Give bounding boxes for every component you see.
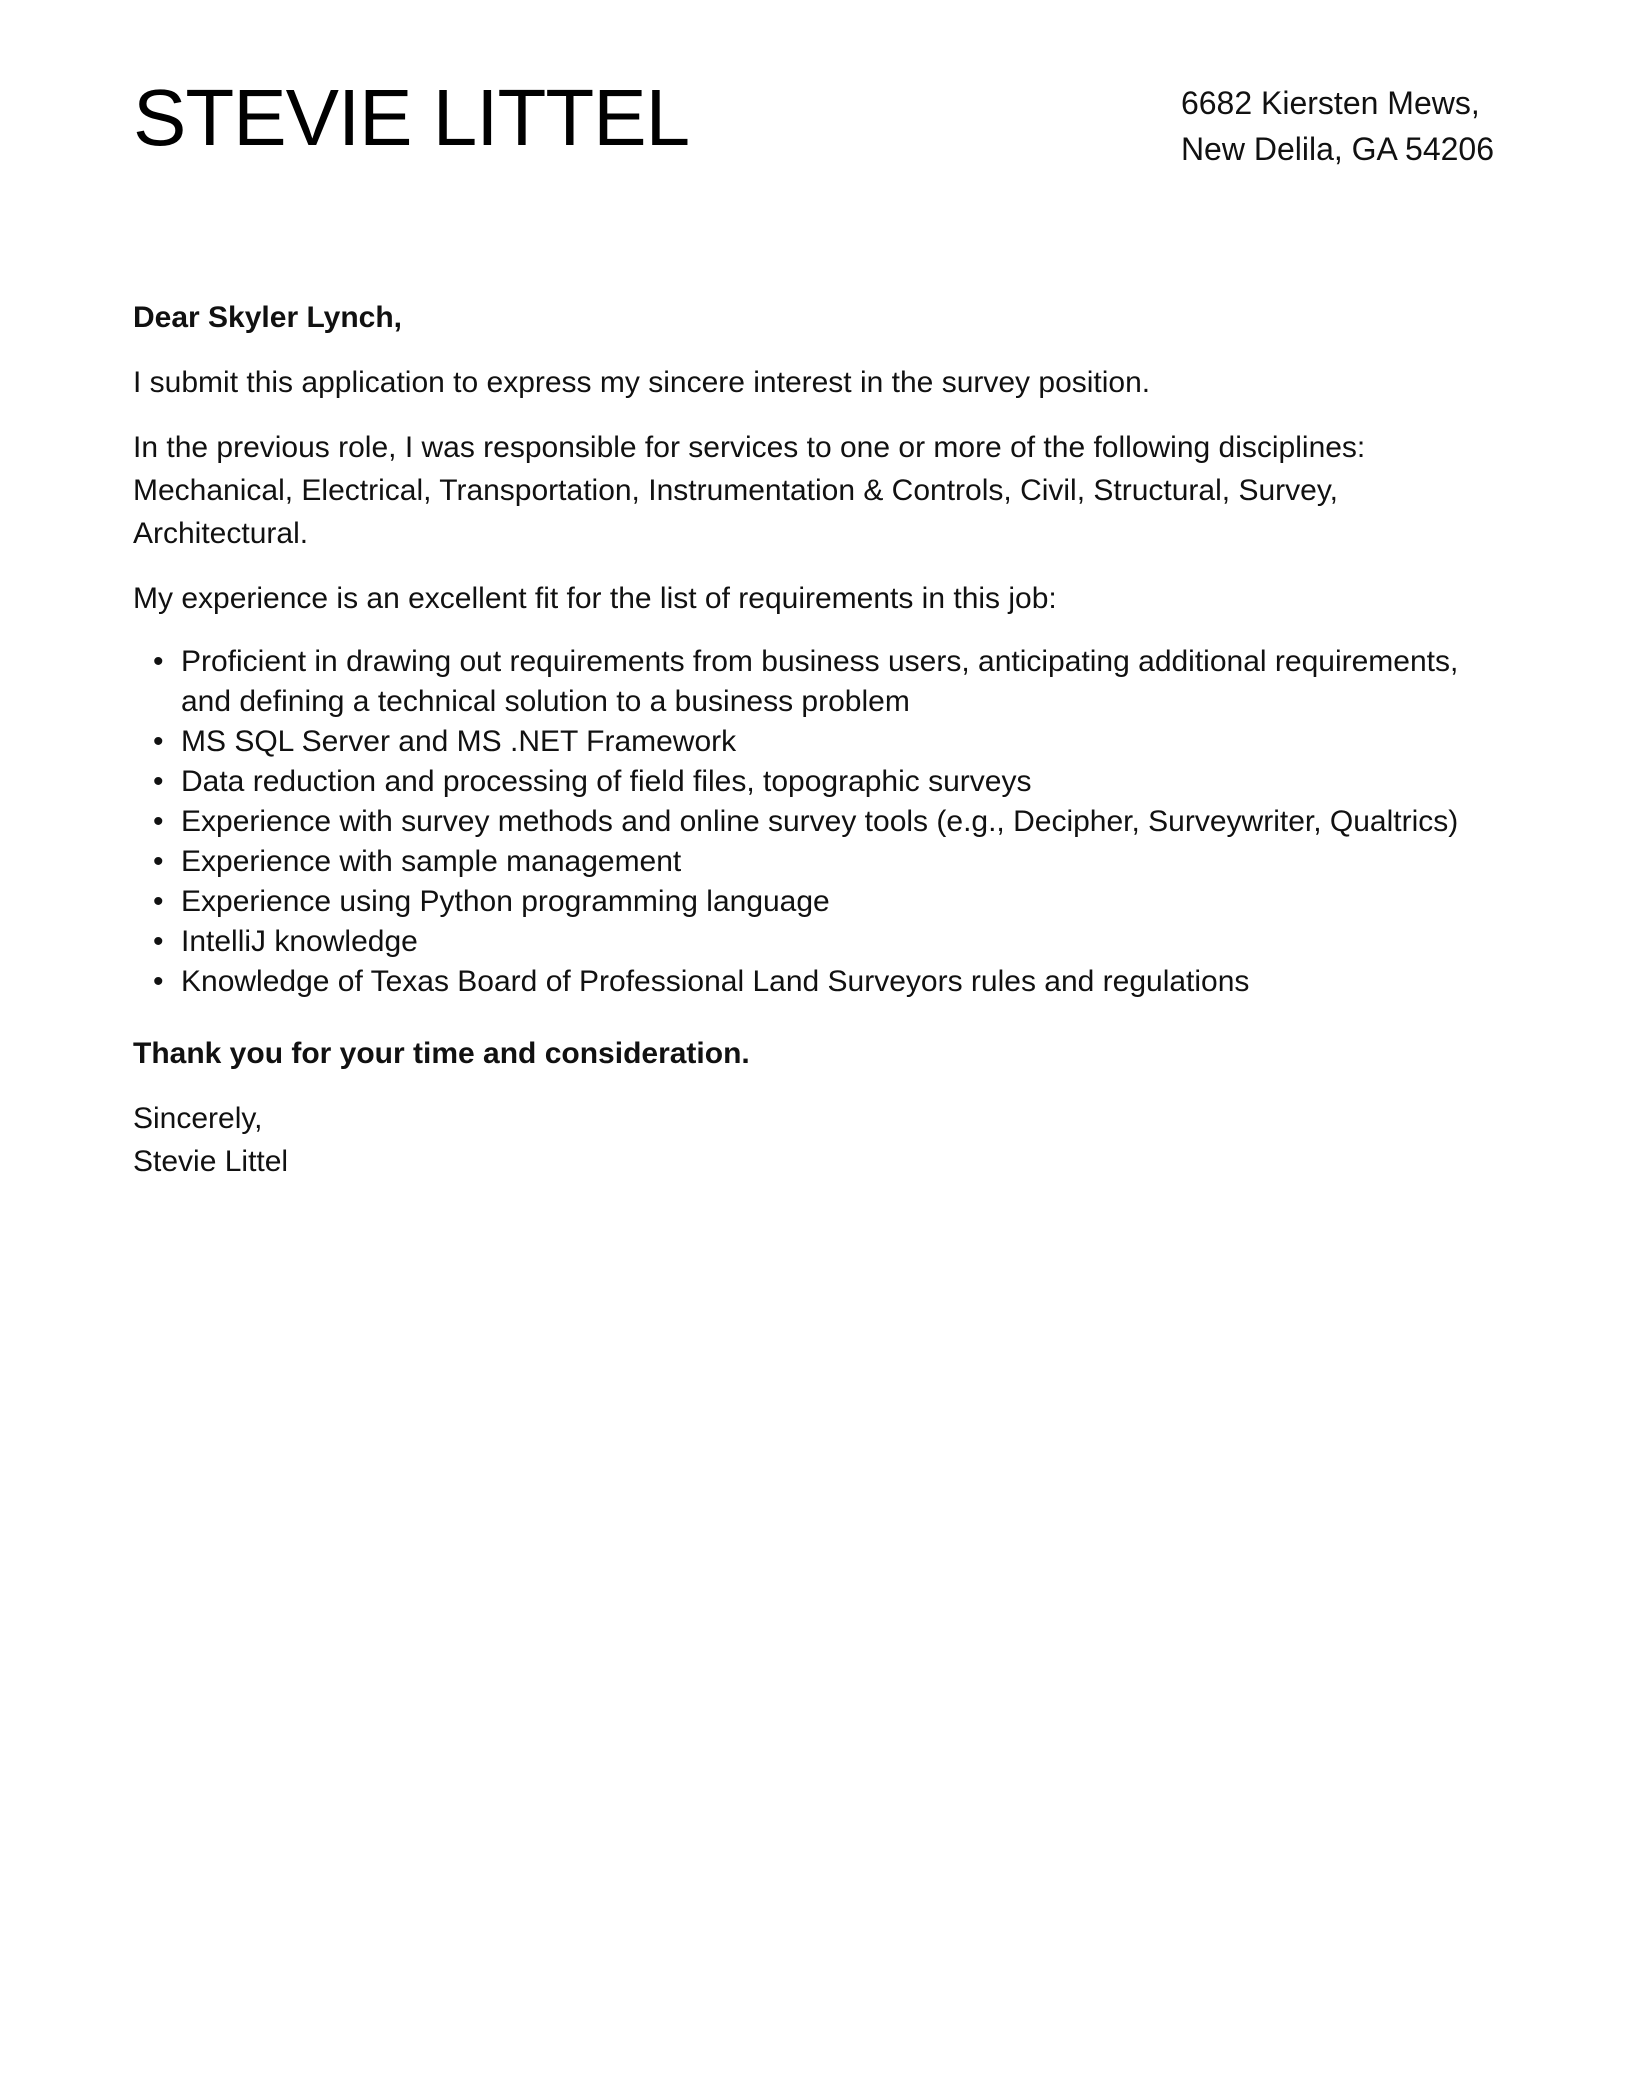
experience-intro: My experience is an excellent fit for the list of requirements in this job: (133, 582, 1057, 615)
letter-body (133, 296, 1463, 1183)
thanks-line: Thank you for your time and consideration. (133, 1037, 750, 1070)
list-item (153, 842, 1463, 882)
requirement-text: Experience with sample management (181, 845, 682, 878)
list-item (153, 882, 1463, 922)
greeting: Dear Skyler Lynch, (133, 301, 403, 334)
bullet-icon: • (153, 965, 164, 998)
list-item (153, 722, 1463, 762)
closing-salutation: Sincerely, (133, 1102, 263, 1135)
bullet-icon: • (153, 805, 164, 838)
closing-block (133, 1097, 1463, 1183)
list-item (153, 802, 1463, 842)
requirement-text: Proficient in drawing out requirements from business users, anticipating additional requirements, and defining a technical solution to a business problem (181, 645, 1459, 718)
bullet-icon: • (153, 725, 164, 758)
bullet-icon: • (153, 845, 164, 878)
bullet-icon: • (153, 925, 164, 958)
requirement-text: Data reduction and processing of field files, topographic surveys (181, 765, 1032, 798)
intro-paragraph: I submit this application to express my sincere interest in the survey position. (133, 366, 1151, 399)
bullet-icon: • (153, 645, 164, 678)
requirements-list (133, 642, 1463, 1002)
address-line-1: 6682 Kiersten Mews, (1180, 85, 1480, 121)
bullet-icon: • (153, 885, 164, 918)
list-item (153, 922, 1463, 962)
requirement-text: Knowledge of Texas Board of Professional Land Surveyors rules and regulations (181, 965, 1250, 998)
requirement-text: Experience using Python programming language (181, 885, 830, 918)
requirement-text: MS SQL Server and MS .NET Framework (181, 725, 737, 758)
requirement-text: IntelliJ knowledge (181, 925, 418, 958)
list-item (153, 642, 1463, 722)
requirement-text: Experience with survey methods and online survey tools (e.g., Decipher, Surveywriter, Qualtrics) (181, 805, 1459, 838)
address-line-2: New Delila, GA 54206 (1180, 131, 1494, 167)
bullet-icon: • (153, 765, 164, 798)
applicant-address (1181, 80, 1494, 172)
signature: Stevie Littel (133, 1145, 289, 1178)
previous-role-paragraph: In the previous role, I was responsible for services to one or more of the following disciplines: Mechanical, Electrical, Transportation, Instrumentation & Controls, Civil, Structural, Survey, Architectural. (133, 431, 1366, 550)
applicant-name: STEVIE LITTEL (133, 73, 690, 162)
list-item (153, 762, 1463, 802)
list-item (153, 962, 1463, 1002)
